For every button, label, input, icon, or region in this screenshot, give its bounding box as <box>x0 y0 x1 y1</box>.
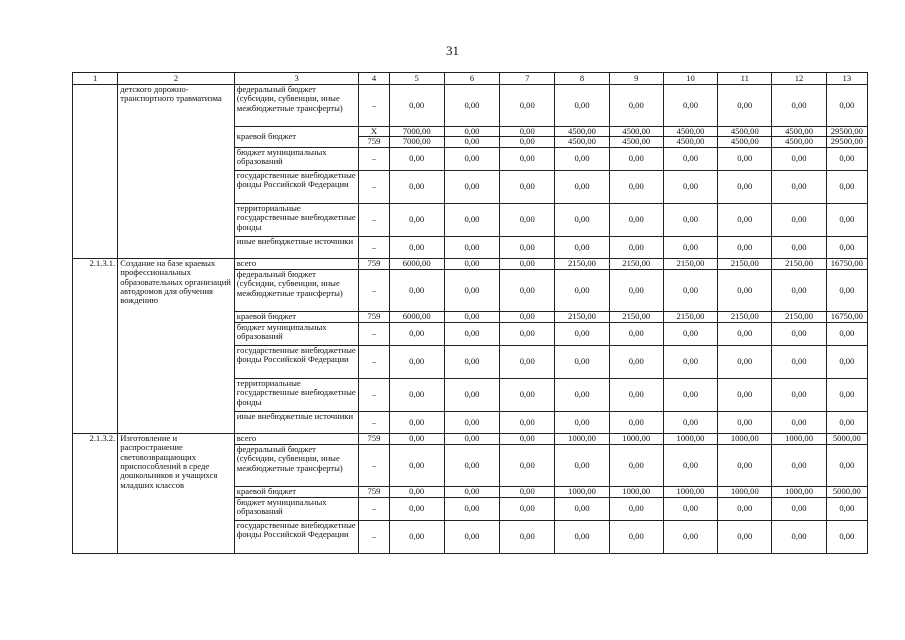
amount-cell: 0,00 <box>663 378 717 411</box>
amount-cell: 0,00 <box>718 85 772 127</box>
amount-cell: 0,00 <box>500 85 555 127</box>
admin-code: – <box>359 203 389 236</box>
amount-cell: 0,00 <box>718 520 772 553</box>
funding-source: всего <box>234 258 359 269</box>
amount-cell: 0,00 <box>389 486 444 497</box>
amount-cell: 0,00 <box>444 433 499 444</box>
amount-cell: 0,00 <box>718 497 772 520</box>
amount-cell: 0,00 <box>444 170 499 203</box>
admin-code: – <box>359 497 389 520</box>
funding-source: государственные внебюджетные фонды Российской Федерации <box>234 345 359 378</box>
amount-cell: 0,00 <box>500 433 555 444</box>
amount-cell: 0,00 <box>772 85 826 127</box>
amount-cell: 0,00 <box>609 236 663 258</box>
amount-cell: 0,00 <box>500 411 555 433</box>
amount-cell: 0,00 <box>500 236 555 258</box>
amount-cell: 0,00 <box>389 236 444 258</box>
column-header: 6 <box>444 73 499 85</box>
amount-cell: 0,00 <box>718 147 772 170</box>
amount-cell: 0,00 <box>444 444 499 486</box>
amount-cell: 0,00 <box>389 203 444 236</box>
amount-cell: 0,00 <box>500 137 555 147</box>
table-row <box>73 85 868 127</box>
column-header: 13 <box>826 73 867 85</box>
amount-cell: 0,00 <box>826 322 867 345</box>
table-row <box>73 258 868 269</box>
amount-cell: 1000,00 <box>555 433 609 444</box>
amount-cell: 0,00 <box>826 203 867 236</box>
amount-cell: 0,00 <box>500 203 555 236</box>
admin-code: – <box>359 147 389 170</box>
amount-cell: 0,00 <box>444 322 499 345</box>
amount-cell: 0,00 <box>663 269 717 311</box>
amount-cell: 0,00 <box>609 520 663 553</box>
amount-cell: 0,00 <box>444 520 499 553</box>
amount-cell: 0,00 <box>718 444 772 486</box>
amount-cell: 0,00 <box>500 345 555 378</box>
amount-cell: 6000,00 <box>389 311 444 322</box>
admin-code: – <box>359 269 389 311</box>
amount-cell: 0,00 <box>389 411 444 433</box>
amount-cell: 0,00 <box>389 497 444 520</box>
amount-cell: 0,00 <box>389 170 444 203</box>
amount-cell: 0,00 <box>826 444 867 486</box>
amount-cell: 0,00 <box>609 322 663 345</box>
amount-cell: 0,00 <box>718 322 772 345</box>
amount-cell: 0,00 <box>609 497 663 520</box>
amount-cell: 0,00 <box>718 378 772 411</box>
amount-cell: 0,00 <box>500 170 555 203</box>
amount-cell: 2150,00 <box>609 311 663 322</box>
amount-cell: 0,00 <box>555 203 609 236</box>
amount-cell: 0,00 <box>389 520 444 553</box>
amount-cell: 0,00 <box>500 444 555 486</box>
amount-cell: 0,00 <box>772 378 826 411</box>
amount-cell: 5000,00 <box>826 433 867 444</box>
budget-table <box>72 72 868 554</box>
amount-cell: 7000,00 <box>389 127 444 137</box>
admin-code: – <box>359 170 389 203</box>
funding-source: бюджет муниципальных образований <box>234 147 359 170</box>
amount-cell: 0,00 <box>826 269 867 311</box>
funding-source: государственные внебюджетные фонды Российской Федерации <box>234 170 359 203</box>
admin-code: 759 <box>359 311 389 322</box>
amount-cell: 0,00 <box>663 345 717 378</box>
amount-cell: 16750,00 <box>826 258 867 269</box>
amount-cell: 2150,00 <box>555 258 609 269</box>
amount-cell: 0,00 <box>718 345 772 378</box>
amount-cell: 0,00 <box>555 411 609 433</box>
measure-code <box>73 85 118 259</box>
table-header-row <box>73 73 868 85</box>
amount-cell: 0,00 <box>718 411 772 433</box>
amount-cell: 0,00 <box>772 345 826 378</box>
amount-cell: 0,00 <box>663 444 717 486</box>
amount-cell: 4500,00 <box>609 127 663 137</box>
page-number: 31 <box>446 43 459 58</box>
amount-cell: 0,00 <box>555 269 609 311</box>
admin-code: 759 <box>359 137 389 147</box>
amount-cell: 0,00 <box>500 147 555 170</box>
amount-cell: 0,00 <box>389 322 444 345</box>
amount-cell: 4500,00 <box>663 127 717 137</box>
table-row <box>73 433 868 444</box>
amount-cell: 0,00 <box>609 269 663 311</box>
amount-cell: 4500,00 <box>772 127 826 137</box>
amount-cell: 0,00 <box>609 378 663 411</box>
measure-name: Изготовление и распространение световозвращающих приспособлений в среде дошкольников и учащихся младших классов <box>118 433 235 553</box>
amount-cell: 0,00 <box>500 322 555 345</box>
admin-code: – <box>359 345 389 378</box>
amount-cell: 0,00 <box>609 444 663 486</box>
amount-cell: 1000,00 <box>609 433 663 444</box>
admin-code: – <box>359 236 389 258</box>
amount-cell: 0,00 <box>826 170 867 203</box>
amount-cell: 0,00 <box>444 236 499 258</box>
amount-cell: 0,00 <box>609 147 663 170</box>
admin-code: 759 <box>359 258 389 269</box>
amount-cell: 4500,00 <box>718 127 772 137</box>
measure-name: детского дорожно-транспортного травматизма <box>118 85 235 259</box>
funding-source: всего <box>234 433 359 444</box>
amount-cell: 0,00 <box>389 444 444 486</box>
funding-source: краевой бюджет <box>234 486 359 497</box>
amount-cell: 0,00 <box>826 85 867 127</box>
amount-cell: 0,00 <box>389 345 444 378</box>
amount-cell: 1000,00 <box>772 486 826 497</box>
column-header: 2 <box>118 73 235 85</box>
column-header: 8 <box>555 73 609 85</box>
amount-cell: 0,00 <box>555 322 609 345</box>
admin-code: 759 <box>359 433 389 444</box>
amount-cell: 4500,00 <box>609 137 663 147</box>
amount-cell: 0,00 <box>826 411 867 433</box>
amount-cell: 0,00 <box>389 147 444 170</box>
amount-cell: 0,00 <box>500 311 555 322</box>
column-header: 11 <box>718 73 772 85</box>
amount-cell: 1000,00 <box>609 486 663 497</box>
admin-code: – <box>359 322 389 345</box>
measure-code: 2.1.3.2. <box>73 433 118 553</box>
column-header: 5 <box>389 73 444 85</box>
amount-cell: 0,00 <box>772 497 826 520</box>
amount-cell: 0,00 <box>609 203 663 236</box>
amount-cell: 0,00 <box>444 311 499 322</box>
admin-code: – <box>359 444 389 486</box>
amount-cell: 5000,00 <box>826 486 867 497</box>
amount-cell: 29500,00 <box>826 137 867 147</box>
amount-cell: 0,00 <box>444 486 499 497</box>
amount-cell: 0,00 <box>718 269 772 311</box>
funding-source: федеральный бюджет (субсидии, субвенции, иные межбюджетные трансферты) <box>234 444 359 486</box>
funding-source: иные внебюджетные источники <box>234 411 359 433</box>
amount-cell: 0,00 <box>444 147 499 170</box>
amount-cell: 1000,00 <box>718 433 772 444</box>
amount-cell: 7000,00 <box>389 137 444 147</box>
funding-source: территориальные государственные внебюджетные фонды <box>234 378 359 411</box>
amount-cell: 1000,00 <box>663 486 717 497</box>
amount-cell: 4500,00 <box>555 127 609 137</box>
measure-name: Создание на базе краевых профессиональных образовательных организаций автодромов для обучения вождению <box>118 258 235 433</box>
amount-cell: 0,00 <box>444 127 499 137</box>
amount-cell: 0,00 <box>772 269 826 311</box>
amount-cell: 2150,00 <box>609 258 663 269</box>
amount-cell: 1000,00 <box>555 486 609 497</box>
amount-cell: 0,00 <box>500 258 555 269</box>
amount-cell: 0,00 <box>389 378 444 411</box>
amount-cell: 0,00 <box>500 378 555 411</box>
amount-cell: 0,00 <box>772 322 826 345</box>
amount-cell: 0,00 <box>609 411 663 433</box>
column-header: 7 <box>500 73 555 85</box>
amount-cell: 0,00 <box>609 345 663 378</box>
amount-cell: 0,00 <box>772 520 826 553</box>
amount-cell: 2150,00 <box>663 258 717 269</box>
funding-source: краевой бюджет <box>234 127 359 148</box>
amount-cell: 0,00 <box>826 345 867 378</box>
amount-cell: 0,00 <box>772 411 826 433</box>
amount-cell: 0,00 <box>444 258 499 269</box>
column-header: 10 <box>663 73 717 85</box>
amount-cell: 0,00 <box>444 85 499 127</box>
measure-code: 2.1.3.1. <box>73 258 118 433</box>
amount-cell: 0,00 <box>663 147 717 170</box>
amount-cell: 0,00 <box>444 497 499 520</box>
amount-cell: 1000,00 <box>718 486 772 497</box>
funding-source: федеральный бюджет (субсидии, субвенции, иные межбюджетные трансферты) <box>234 85 359 127</box>
amount-cell: 0,00 <box>718 170 772 203</box>
amount-cell: 2150,00 <box>663 311 717 322</box>
funding-source: федеральный бюджет (субсидии, субвенции, иные межбюджетные трансферты) <box>234 269 359 311</box>
column-header: 4 <box>359 73 389 85</box>
amount-cell: 0,00 <box>444 269 499 311</box>
admin-code: – <box>359 378 389 411</box>
amount-cell: 4500,00 <box>663 137 717 147</box>
amount-cell: 0,00 <box>444 137 499 147</box>
amount-cell: 0,00 <box>500 269 555 311</box>
amount-cell: 0,00 <box>555 147 609 170</box>
amount-cell: 0,00 <box>444 345 499 378</box>
amount-cell: 0,00 <box>826 147 867 170</box>
amount-cell: 0,00 <box>772 236 826 258</box>
amount-cell: 0,00 <box>772 444 826 486</box>
column-header: 9 <box>609 73 663 85</box>
funding-source: государственные внебюджетные фонды Российской Федерации <box>234 520 359 553</box>
column-header: 1 <box>73 73 118 85</box>
amount-cell: 2150,00 <box>772 258 826 269</box>
amount-cell: 2150,00 <box>772 311 826 322</box>
amount-cell: 0,00 <box>444 378 499 411</box>
amount-cell: 0,00 <box>389 269 444 311</box>
funding-source: краевой бюджет <box>234 311 359 322</box>
amount-cell: 0,00 <box>555 345 609 378</box>
amount-cell: 6000,00 <box>389 258 444 269</box>
amount-cell: 0,00 <box>555 378 609 411</box>
amount-cell: 2150,00 <box>718 258 772 269</box>
amount-cell: 29500,00 <box>826 127 867 137</box>
amount-cell: 0,00 <box>663 322 717 345</box>
amount-cell: 4500,00 <box>772 137 826 147</box>
admin-code: 759 <box>359 486 389 497</box>
column-header: 3 <box>234 73 359 85</box>
amount-cell: 0,00 <box>500 520 555 553</box>
admin-code: Х <box>359 127 389 137</box>
amount-cell: 0,00 <box>772 170 826 203</box>
amount-cell: 0,00 <box>663 520 717 553</box>
amount-cell: 2150,00 <box>555 311 609 322</box>
amount-cell: 0,00 <box>663 411 717 433</box>
amount-cell: 16750,00 <box>826 311 867 322</box>
amount-cell: 0,00 <box>555 85 609 127</box>
amount-cell: 0,00 <box>609 170 663 203</box>
amount-cell: 0,00 <box>555 520 609 553</box>
amount-cell: 0,00 <box>772 147 826 170</box>
amount-cell: 0,00 <box>772 203 826 236</box>
amount-cell: 0,00 <box>389 85 444 127</box>
amount-cell: 0,00 <box>555 444 609 486</box>
amount-cell: 0,00 <box>718 203 772 236</box>
amount-cell: 1000,00 <box>663 433 717 444</box>
amount-cell: 0,00 <box>500 486 555 497</box>
amount-cell: 0,00 <box>663 203 717 236</box>
amount-cell: 0,00 <box>826 378 867 411</box>
amount-cell: 0,00 <box>444 203 499 236</box>
amount-cell: 2150,00 <box>718 311 772 322</box>
amount-cell: 0,00 <box>663 170 717 203</box>
amount-cell: 4500,00 <box>555 137 609 147</box>
admin-code: – <box>359 85 389 127</box>
amount-cell: 0,00 <box>555 497 609 520</box>
amount-cell: 0,00 <box>663 85 717 127</box>
funding-source: бюджет муниципальных образований <box>234 322 359 345</box>
amount-cell: 0,00 <box>663 497 717 520</box>
amount-cell: 0,00 <box>500 127 555 137</box>
amount-cell: 0,00 <box>609 85 663 127</box>
column-header: 12 <box>772 73 826 85</box>
amount-cell: 0,00 <box>663 236 717 258</box>
funding-source: бюджет муниципальных образований <box>234 497 359 520</box>
admin-code: – <box>359 520 389 553</box>
amount-cell: 4500,00 <box>718 137 772 147</box>
amount-cell: 0,00 <box>718 236 772 258</box>
amount-cell: 1000,00 <box>772 433 826 444</box>
amount-cell: 0,00 <box>555 236 609 258</box>
funding-source: территориальные государственные внебюджетные фонды <box>234 203 359 236</box>
amount-cell: 0,00 <box>826 236 867 258</box>
amount-cell: 0,00 <box>444 411 499 433</box>
funding-source: иные внебюджетные источники <box>234 236 359 258</box>
amount-cell: 0,00 <box>826 520 867 553</box>
admin-code: – <box>359 411 389 433</box>
amount-cell: 0,00 <box>555 170 609 203</box>
amount-cell: 0,00 <box>826 497 867 520</box>
amount-cell: 0,00 <box>389 433 444 444</box>
amount-cell: 0,00 <box>500 497 555 520</box>
